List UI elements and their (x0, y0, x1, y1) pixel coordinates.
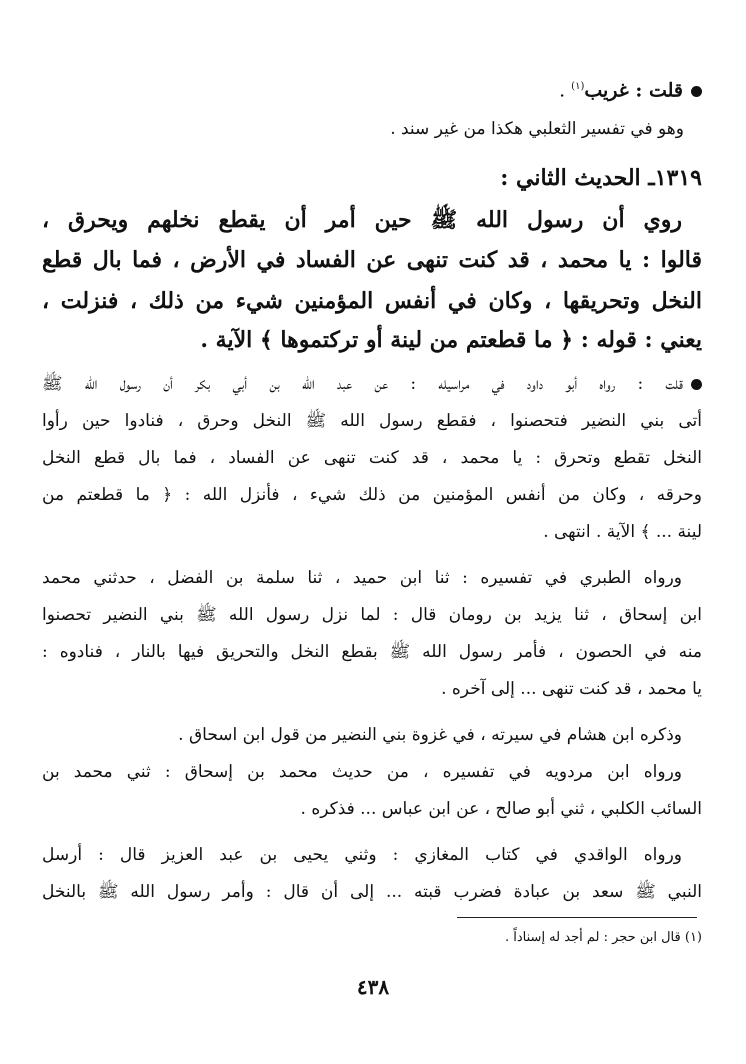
top-line (42, 72, 702, 105)
thalabi-line: وهو في تفسير الثعلبي هكذا من غير سند . (390, 119, 684, 139)
hadith-line-3: النخل وتحريقها ، وكان في أنفس المؤمنين شيء من ذلك ، فنزلت ، (42, 288, 702, 314)
p1-line-1-text: قلت : رواه أبو داود في مراسيله : عن عبد الله بن أبي بكر أن رسول الله ﷺ (42, 374, 683, 394)
p5-line-2: النبي ﷺ سعد بن عبادة فضرب قبته ... إلى أن قال : وأمر رسول الله ﷺ بالنخل (42, 882, 702, 902)
footnote-separator (457, 917, 697, 918)
hadith-line-2: قالوا : يا محمد ، قد كنت تنهى عن الفساد في الأرض ، فما بال قطع (42, 247, 702, 273)
footnote: (١) قال ابن حجر : لم أجد له إسناداً . (505, 930, 702, 945)
p1-line-4: وحرقه ، وكان من أنفس المؤمنين من ذلك شيء ، فأنزل الله : ﴿ ما قطعتم من (42, 485, 702, 505)
p4-line-1: ورواه ابن مردويه في تفسيره ، من حديث محمد بن إسحاق : ثني محمد بن (42, 762, 682, 782)
p1-line-1 (42, 369, 702, 399)
p1-line-5: لينة ... ﴾ الآية . انتهى . (543, 522, 702, 542)
p5-line-1: ورواه الواقدي في كتاب المغازي : وثني يحيى بن عبد العزيز قال : أرسل (42, 845, 682, 865)
hadith-line-4: يعني : قوله : ﴿ ما قطعتم من لينة أو تركتموها ﴾ الآية . (200, 327, 702, 353)
p2-line-2: ابن إسحاق ، ثنا يزيد بن رومان قال : لما نزل رسول الله ﷺ بني النضير تحصنوا (42, 605, 702, 625)
p2-line-3: منه في الحصون ، فأمر رسول الله ﷺ بقطع النخل والتحريق فيها بالنار ، فنادوه : (42, 642, 702, 662)
p3-line: وذكره ابن هشام في سيرته ، في غزوة بني النضير من قول ابن اسحاق . (178, 725, 682, 745)
page-number: ٤٣٨ (356, 975, 390, 999)
gharib-text: : غريب (584, 79, 649, 102)
p2-line-1: ورواه الطبري في تفسيره : ثنا ابن حميد ، ثنا سلمة بن الفضل ، حدثني محمد (42, 568, 682, 588)
p1-line-2: أتى بني النضير فتحصنوا ، فقطع رسول الله ﷺ النخل وحرق ، فنادوا حين رأوا (42, 411, 702, 431)
p1-line-3: النخل تقطع وتحرق : يا محمد ، قد كنت تنهى عن الفساد ، فما بال قطع النخل (42, 448, 702, 468)
hadith-heading: ١٣١٩ـ الحديث الثاني : (500, 165, 702, 191)
p2-line-4: يا محمد ، قد كنت تنهى ... إلى آخره . (441, 679, 702, 699)
bullet-icon (691, 86, 702, 97)
qult-label: قلت (648, 79, 683, 102)
top-end: . (559, 79, 572, 102)
bullet-icon-2 (691, 379, 702, 390)
hadith-line-1: روي أن رسول الله ﷺ حين أمر أن يقطع نخلهم ويحرق ، (42, 207, 682, 233)
p4-line-2: السائب الكلبي ، ثني أبو صالح ، عن ابن عباس ... فذكره . (300, 799, 702, 819)
footnote-ref: (١) (571, 81, 585, 92)
